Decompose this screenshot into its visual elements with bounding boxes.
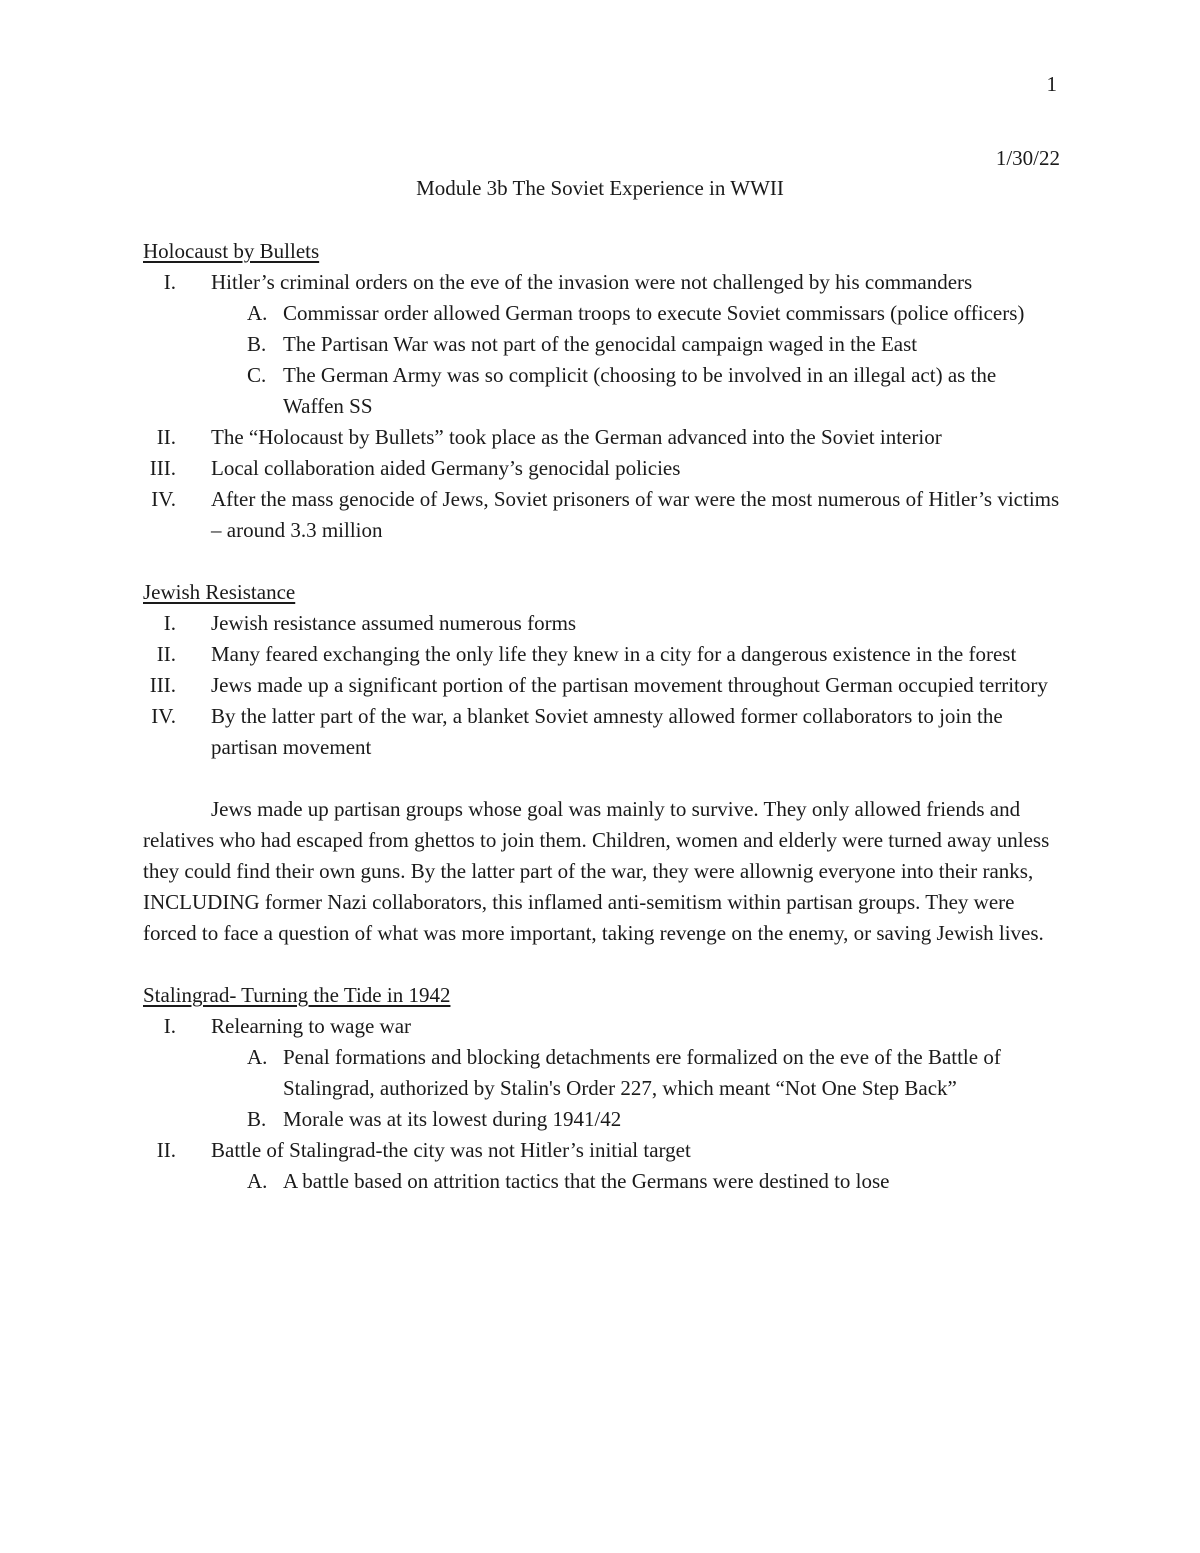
outline-subitem [143, 1104, 1061, 1135]
outline-marker: II. [156, 425, 176, 449]
outline-marker: A. [247, 1045, 268, 1069]
section-heading: Jewish Resistance [143, 580, 296, 604]
outline-text: After the mass genocide of Jews, Soviet prisoners of war were the most numerous of Hitler’s victims – around 3.3 million [211, 487, 1060, 542]
spacer [143, 546, 1061, 577]
outline-text: Penal formations and blocking detachments ere formalized on the eve of the Battle of Stalingrad, authorized by Stalin's Order 227, which meant “Not One Step Back” [283, 1045, 1001, 1100]
document-body [143, 236, 1061, 1197]
outline-text: Jews made up a significant portion of the partisan movement throughout German occupied territory [211, 673, 1048, 697]
outline-marker: I. [163, 611, 176, 635]
outline-text: By the latter part of the war, a blanket Soviet amnesty allowed former collaborators to join the partisan movement [211, 704, 1003, 759]
section-heading: Holocaust by Bullets [143, 239, 320, 263]
outline-item [143, 701, 1061, 763]
spacer [143, 763, 1061, 794]
outline-item [143, 422, 1061, 453]
document-date: 1/30/22 [995, 146, 1060, 170]
outline-text: Commissar order allowed German troops to execute Soviet commissars (police officers) [283, 301, 1025, 325]
outline-text: A battle based on attrition tactics that the Germans were destined to lose [283, 1169, 890, 1193]
outline-item [143, 1011, 1061, 1042]
outline-item [143, 1135, 1061, 1166]
outline-marker: I. [163, 270, 176, 294]
outline-text: The German Army was so complicit (choosing to be involved in an illegal act) as the Waffen SS [283, 363, 997, 418]
outline-text: Hitler’s criminal orders on the eve of the invasion were not challenged by his commanders [211, 270, 973, 294]
outline-item [143, 639, 1061, 670]
outline-text: The Partisan War was not part of the genocidal campaign waged in the East [283, 332, 918, 356]
section-heading: Stalingrad- Turning the Tide in 1942 [143, 983, 451, 1007]
document-title: Module 3b The Soviet Experience in WWII [416, 176, 784, 200]
outline-text: Relearning to wage war [211, 1014, 412, 1038]
outline-subitem [143, 1042, 1061, 1104]
outline-subitem [143, 1166, 1061, 1197]
outline-marker: IV. [151, 487, 176, 511]
outline-marker: A. [247, 301, 268, 325]
outline-item [143, 453, 1061, 484]
outline-marker: B. [247, 332, 267, 356]
outline-text: The “Holocaust by Bullets” took place as the German advanced into the Soviet interior [211, 425, 942, 449]
outline-marker: I. [163, 1014, 176, 1038]
outline-marker: IV. [151, 704, 176, 728]
outline-subitem [143, 360, 1061, 422]
outline-text: Battle of Stalingrad-the city was not Hitler’s initial target [211, 1138, 691, 1162]
outline-marker: C. [247, 363, 267, 387]
outline-marker: II. [156, 1138, 176, 1162]
outline-marker: A. [247, 1169, 268, 1193]
outline-text: Morale was at its lowest during 1941/42 [283, 1107, 622, 1131]
outline-item [143, 608, 1061, 639]
outline-marker: B. [247, 1107, 267, 1131]
outline-item [143, 484, 1061, 546]
outline-marker: III. [149, 456, 176, 480]
outline-text: Many feared exchanging the only life they knew in a city for a dangerous existence in the forest [211, 642, 1017, 666]
body-paragraph: Jews made up partisan groups whose goal was mainly to survive. They only allowed friends and relatives who had escaped from ghettos to join them. Children, women and elderly were turned away unless they could find their own guns. By the latter part of the war, they were allownig everyone into their ranks, INCLUDING former Nazi collaborators, this inflamed anti-semitism within partisan groups. They were forced to face a question of what was more important, taking revenge on the enemy, or saving Jewish lives. [143, 797, 1050, 945]
outline-item [143, 267, 1061, 298]
outline-subitem [143, 329, 1061, 360]
outline-item [143, 670, 1061, 701]
spacer [143, 949, 1061, 980]
outline-text: Local collaboration aided Germany’s genocidal policies [211, 456, 681, 480]
outline-subitem [143, 298, 1061, 329]
outline-marker: II. [156, 642, 176, 666]
page-number: 1 [1046, 72, 1057, 96]
outline-text: Jewish resistance assumed numerous forms [211, 611, 577, 635]
outline-marker: III. [149, 673, 176, 697]
